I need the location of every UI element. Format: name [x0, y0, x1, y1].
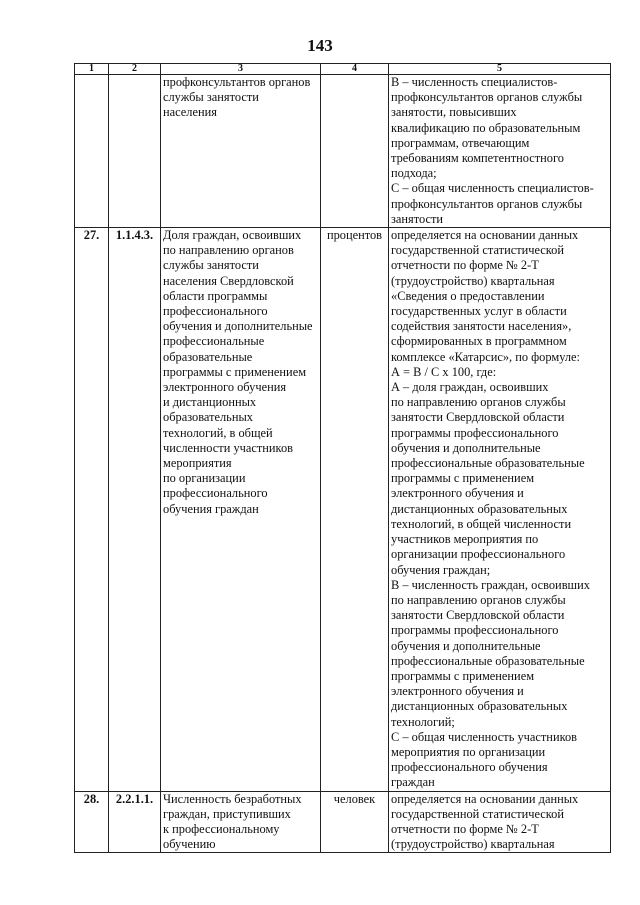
calculation-method-line: комплексе «Катарсис», по формуле: [391, 349, 580, 364]
table-row [75, 791, 611, 853]
calculation-method-line: дистанционных образовательных [391, 699, 568, 714]
indicator-name-line: области программы [163, 288, 268, 303]
indicator-code: 1.1.4.3. [109, 228, 161, 792]
indicator-name-line: к профессиональному [163, 821, 280, 836]
calculation-method-line: электронного обучения и [391, 486, 524, 501]
table-row [75, 228, 611, 792]
calculation-method-line: С – общая численность специалистов- [391, 181, 594, 196]
calculation-method-line: программы профессионального [391, 425, 559, 440]
indicator-name-line: технологий, в общей [163, 425, 273, 440]
indicator-name-line: профессиональные [163, 334, 265, 349]
calculation-method-line: содействия занятости населения», [391, 319, 572, 334]
indicator-name-line: мероприятия [163, 456, 232, 471]
indicator-name [161, 791, 321, 853]
indicator-name-line: Доля граждан, освоивших [163, 228, 302, 243]
indicator-name-line: граждан, приступивших [163, 806, 291, 821]
calculation-method-line: «Сведения о предоставлении [391, 288, 545, 303]
calculation-method-line: занятости [391, 211, 444, 226]
calculation-method [389, 228, 611, 792]
calculation-method-line: программы с применением [391, 471, 535, 486]
calculation-method-line: (трудоустройство) квартальная [391, 837, 555, 852]
calculation-method-line: программам, отвечающим [391, 135, 530, 150]
calculation-method-line: (трудоустройство) квартальная [391, 273, 555, 288]
header-cell: 5 [389, 64, 611, 75]
calculation-method-line: профессиональные образовательные [391, 653, 585, 668]
unit-of-measure [321, 75, 389, 228]
indicator-name-line: Численность безработных [163, 791, 302, 806]
header-cell: 3 [161, 64, 321, 75]
calculation-method-line: А – доля граждан, освоивших [391, 380, 549, 395]
row-number: 27. [75, 228, 109, 792]
calculation-method-line: подхода; [391, 166, 437, 181]
calculation-method-line: технологий, в общей численности [391, 516, 572, 531]
calculation-method-line: занятости Свердловской области [391, 410, 565, 425]
calculation-method-line: дистанционных образовательных [391, 501, 568, 516]
indicator-name-line: электронного обучения [163, 380, 287, 395]
calculation-method-line: профконсультантов органов службы [391, 196, 583, 211]
indicator-code: 2.2.1.1. [109, 791, 161, 853]
calculation-method-line: определяется на основании данных [391, 228, 579, 243]
indicator-name-line: населения Свердловской [163, 273, 294, 288]
indicator-name-line: и дистанционных [163, 395, 257, 410]
calculation-method-line: профконсультантов органов службы [391, 90, 583, 105]
indicator-name-line: профконсультантов органов [163, 75, 311, 89]
indicator-name-line: службы занятости [163, 90, 259, 105]
calculation-method-line: государственных услуг в области [391, 304, 567, 319]
calculation-method-line: по направлению органов службы [391, 395, 566, 410]
calculation-method-line: обучения и дополнительные [391, 638, 541, 653]
header-cell: 4 [321, 64, 389, 75]
unit-of-measure: человек [321, 791, 389, 853]
calculation-method-line: отчетности по форме № 2-Т [391, 821, 539, 836]
row-number [75, 75, 109, 228]
calculation-method-line: А = В / С х 100, где: [391, 364, 497, 379]
calculation-method-line: обучения и дополнительные [391, 440, 541, 455]
calculation-method [389, 75, 611, 228]
calculation-method-line: С – общая численность участников [391, 729, 578, 744]
calculation-method [389, 791, 611, 853]
header-cell: 1 [75, 64, 109, 75]
calculation-method-line: организации профессионального [391, 547, 566, 562]
indicator-name-line: профессионального [163, 304, 268, 319]
indicator-name-line: службы занятости [163, 258, 259, 273]
indicator-code [109, 75, 161, 228]
indicator-name-line: образовательных [163, 410, 253, 425]
indicator-name-line: населения [163, 105, 217, 120]
calculation-method-line: отчетности по форме № 2-Т [391, 258, 539, 273]
indicator-name [161, 75, 321, 228]
unit-of-measure: процентов [321, 228, 389, 792]
calculation-method-line: государственной статистической [391, 806, 564, 821]
calculation-method-line: по направлению органов службы [391, 592, 566, 607]
calculation-method-line: участников мероприятия по [391, 532, 539, 547]
indicator-name-line: обучению [163, 837, 216, 852]
calculation-method-line: программы с применением [391, 668, 535, 683]
calculation-method-line: занятости, повысивших [391, 105, 517, 120]
indicator-name-line: по направлению органов [163, 243, 294, 258]
indicator-name-line: образовательные [163, 349, 253, 364]
indicator-name-line: профессионального [163, 486, 268, 501]
calculation-method-line: обучения граждан; [391, 562, 491, 577]
calculation-method-line: электронного обучения и [391, 684, 524, 699]
calculation-method-line: В – численность граждан, освоивших [391, 577, 590, 592]
indicator-name [161, 228, 321, 792]
indicator-name-line: обучения и дополнительные [163, 319, 313, 334]
calculation-method-line: требованиям компетентностного [391, 151, 564, 166]
row-number: 28. [75, 791, 109, 853]
header-cell: 2 [109, 64, 161, 75]
calculation-method-line: граждан [391, 775, 435, 790]
calculation-method-line: государственной статистической [391, 243, 564, 258]
calculation-method-line: программы профессионального [391, 623, 559, 638]
page-number: 143 [307, 36, 333, 55]
indicator-name-line: обучения граждан [163, 501, 259, 516]
calculation-method-line: В – численность специалистов- [391, 75, 558, 89]
table-row [75, 75, 611, 228]
calculation-method-line: технологий; [391, 714, 455, 729]
calculation-method-line: мероприятия по организации [391, 744, 546, 759]
calculation-method-line: квалификацию по образовательным [391, 120, 581, 135]
table-header-row [75, 64, 611, 75]
calculation-method-line: определяется на основании данных [391, 791, 579, 806]
indicator-name-line: по организации [163, 471, 246, 486]
calculation-method-line: занятости Свердловской области [391, 608, 565, 623]
calculation-method-line: профессиональные образовательные [391, 456, 585, 471]
indicator-name-line: численности участников [163, 440, 293, 455]
indicator-name-line: программы с применением [163, 364, 307, 379]
calculation-method-line: сформированных в программном [391, 334, 567, 349]
calculation-method-line: профессионального обучения [391, 760, 548, 775]
indicator-table [74, 63, 611, 853]
